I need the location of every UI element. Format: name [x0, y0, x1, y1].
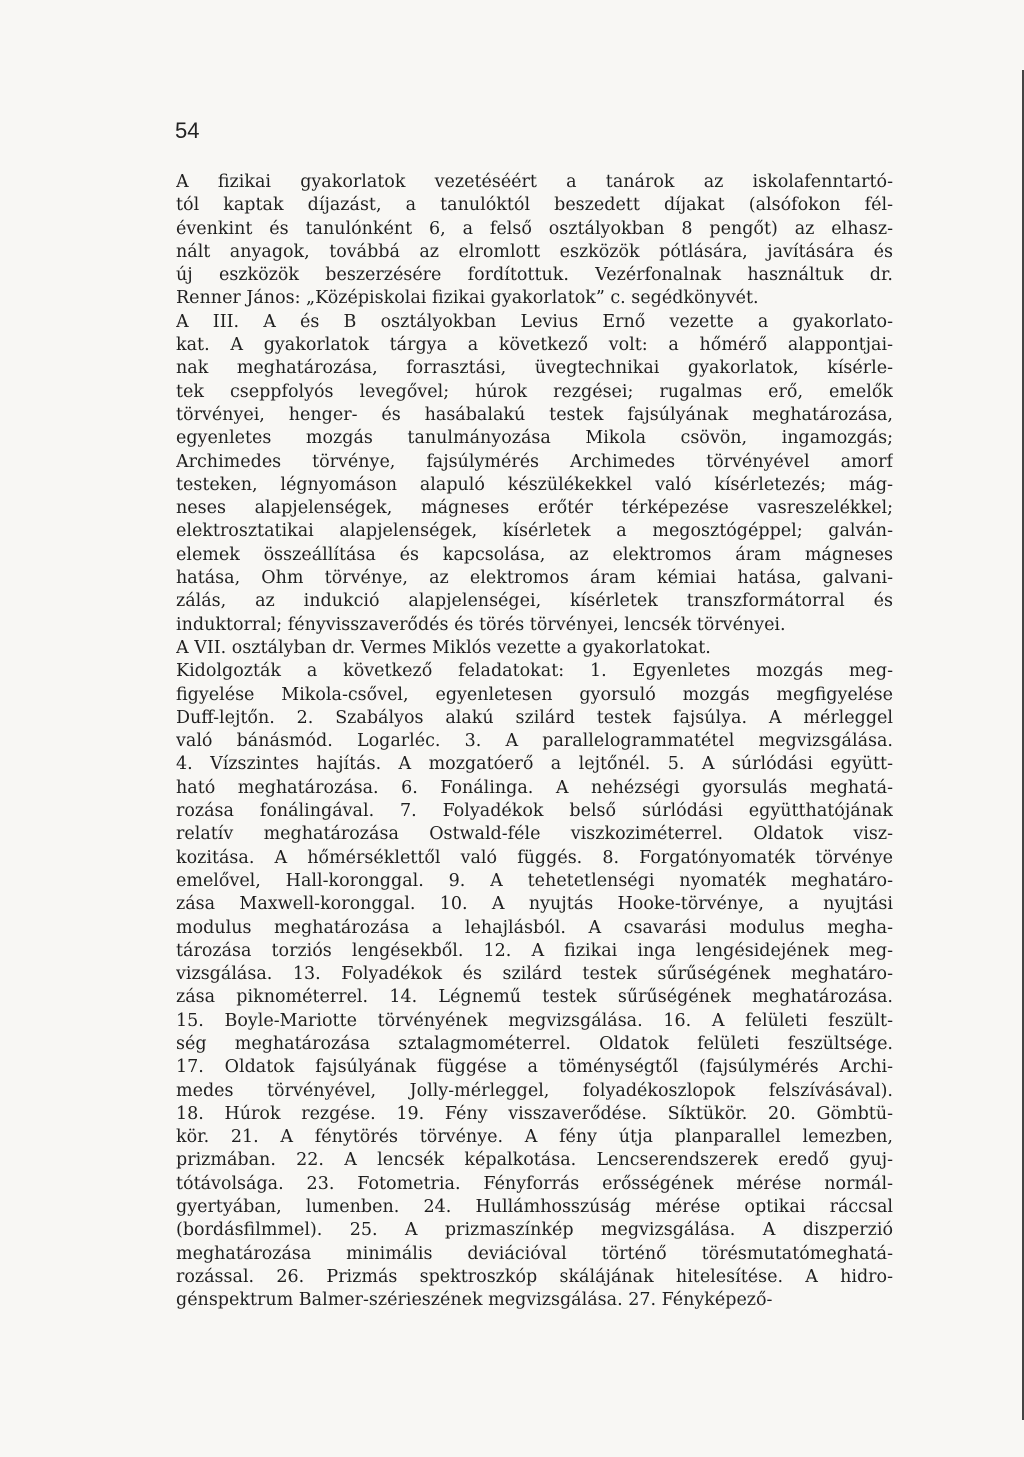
text-line: figyelése Mikola-csővel, egyenletesen gyorsuló mozgás megfigyelése: [176, 684, 893, 705]
text-line: Duff-lejtőn. 2. Szabályos alakú szilárd testek fajsúlya. A mérleggel: [176, 707, 893, 728]
text-line: tározása torziós lengésekből. 12. A fizikai inga lengésidejének meg-: [176, 940, 893, 961]
text-line: tól kaptak díjazást, a tanulóktól beszedett díjakat (alsófokon fél-: [176, 195, 893, 216]
text-line: 18. Húrok rezgése. 19. Fény visszaverődése. Síktükör. 20. Gömbtü-: [176, 1103, 893, 1124]
text-line: zása Maxwell-koronggal. 10. A nyujtás Hooke-törvénye, a nyujtási: [176, 894, 893, 915]
text-line: neses alapjelenségek, mágneses erőtér térképezése vasreszelékkel;: [176, 498, 893, 519]
text-line: Renner János: „Középiskolai fizikai gyakorlatok” c. segédkönyvét.: [176, 288, 759, 309]
text-line: rozása fonálingával. 7. Folyadékok belső súrlódási együtthatójának: [176, 801, 893, 822]
text-line: prizmában. 22. A lencsék képalkotása. Lencserendszerek eredő gyuj-: [176, 1150, 893, 1171]
page-number: 54: [175, 118, 200, 143]
text-line: nált anyagok, továbbá az elromlott eszközök pótlására, javítására és: [176, 241, 893, 262]
text-line: modulus meghatározása a lehajlásból. A csavarási modulus megha-: [176, 917, 893, 938]
text-line: 17. Oldatok fajsúlyának függése a töménységtől (fajsúlymérés Archi-: [176, 1057, 893, 1078]
text-line: testeken, légnyomáson alapuló készülékekkel való kísérletezés; mág-: [176, 474, 893, 495]
text-line: gyertyában, lumenben. 24. Hullámhosszúság mérése optikai ráccsal: [176, 1197, 893, 1218]
text-line: A VII. osztályban dr. Vermes Miklós vezette a gyakorlatokat.: [176, 637, 711, 658]
text-line: új eszközök beszerzésére fordítottuk. Vezérfonalnak használtuk dr.: [176, 265, 893, 286]
text-line: (bordásfilmmel). 25. A prizmaszínkép megvizsgálása. A diszperzió: [176, 1220, 893, 1241]
text-line: ható meghatározása. 6. Fonálinga. A nehézségi gyorsulás meghatá-: [176, 777, 893, 798]
text-line: vizsgálása. 13. Folyadékok és szilárd testek sűrűségének meghatáro-: [176, 964, 893, 985]
text-line: hatása, Ohm törvénye, az elektromos áram kémiai hatása, galvani-: [176, 568, 893, 589]
text-line: induktorral; fényvisszaverődés és törés törvényei, lencsék törvényei.: [176, 614, 786, 635]
text-line: nak meghatározása, forrasztási, üvegtechnikai gyakorlatok, kísérle-: [176, 358, 893, 379]
text-line: Kidolgozták a következő feladatokat: 1. Egyenletes mozgás meg-: [176, 661, 893, 682]
text-line: ség meghatározása sztalagmométerrel. Oldatok felületi feszültsége.: [176, 1033, 893, 1054]
text-line: A fizikai gyakorlatok vezetéséért a tanárok az iskolafenntartó-: [176, 172, 893, 192]
text-line: évenkint és tanulónként 6, a felső osztályokban 8 pengőt) az elhasz-: [176, 218, 893, 239]
text-line: való bánásmód. Logarléc. 3. A parallelogrammatétel megvizsgálása.: [176, 731, 893, 752]
text-line: kat. A gyakorlatok tárgya a következő volt: a hőmérő alappontjai-: [176, 335, 893, 356]
text-line: zása piknométerrel. 14. Légnemű testek sűrűségének meghatározása.: [176, 987, 893, 1008]
body-text: [176, 171, 893, 1313]
text-line: törvényei, henger- és hasábalakú testek fajsúlyának meghatározása,: [176, 404, 893, 425]
text-line: génspektrum Balmer-szérieszének megvizsgálása. 27. Fényképező-: [176, 1290, 773, 1311]
text-line: emelővel, Hall-koronggal. 9. A tehetetlenségi nyomaték meghatáro-: [176, 870, 893, 891]
text-line: elektrosztatikai alapjelenségek, kísérletek a megosztógéppel; galván-: [176, 521, 893, 542]
text-line: 4. Vízszintes hajítás. A mozgatóerő a lejtőnél. 5. A súrlódási együtt-: [176, 754, 893, 775]
text-line: A III. A és B osztályokban Levius Ernő vezette a gyakorlato-: [176, 311, 893, 332]
text-line: tótávolsága. 23. Fotometria. Fényforrás erősségének mérése normál-: [176, 1173, 893, 1194]
text-line: kozitása. A hőmérséklettől való függés. 8. Forgatónyomaték törvénye: [176, 847, 893, 868]
text-line: kör. 21. A fénytörés törvénye. A fény útja planparallel lemezben,: [176, 1127, 893, 1148]
text-line: meghatározása minimális deviációval történő törésmutatómeghatá-: [176, 1243, 893, 1264]
text-line: medes törvényével, Jolly-mérleggel, folyadékoszlopok felszívásával).: [176, 1080, 893, 1101]
text-line: zálás, az indukció alapjelenségei, kísérletek transzformátorral és: [176, 591, 893, 612]
text-line: 15. Boyle-Mariotte törvényének megvizsgálása. 16. A felületi feszült-: [176, 1010, 893, 1031]
text-line: Archimedes törvénye, fajsúlymérés Archimedes törvényével amorf: [176, 451, 893, 472]
text-line: egyenletes mozgás tanulmányozása Mikola csövön, ingamozgás;: [176, 428, 893, 449]
text-line: relatív meghatározása Ostwald-féle viszkoziméterrel. Oldatok visz-: [176, 824, 893, 845]
text-line: tek cseppfolyós levegővel; húrok rezgései; rugalmas erő, emelők: [176, 381, 893, 402]
text-line: rozással. 26. Prizmás spektroszkóp skálájának hitelesítése. A hidro-: [176, 1266, 893, 1287]
text-line: elemek összeállítása és kapcsolása, az elektromos áram mágneses: [176, 544, 893, 565]
